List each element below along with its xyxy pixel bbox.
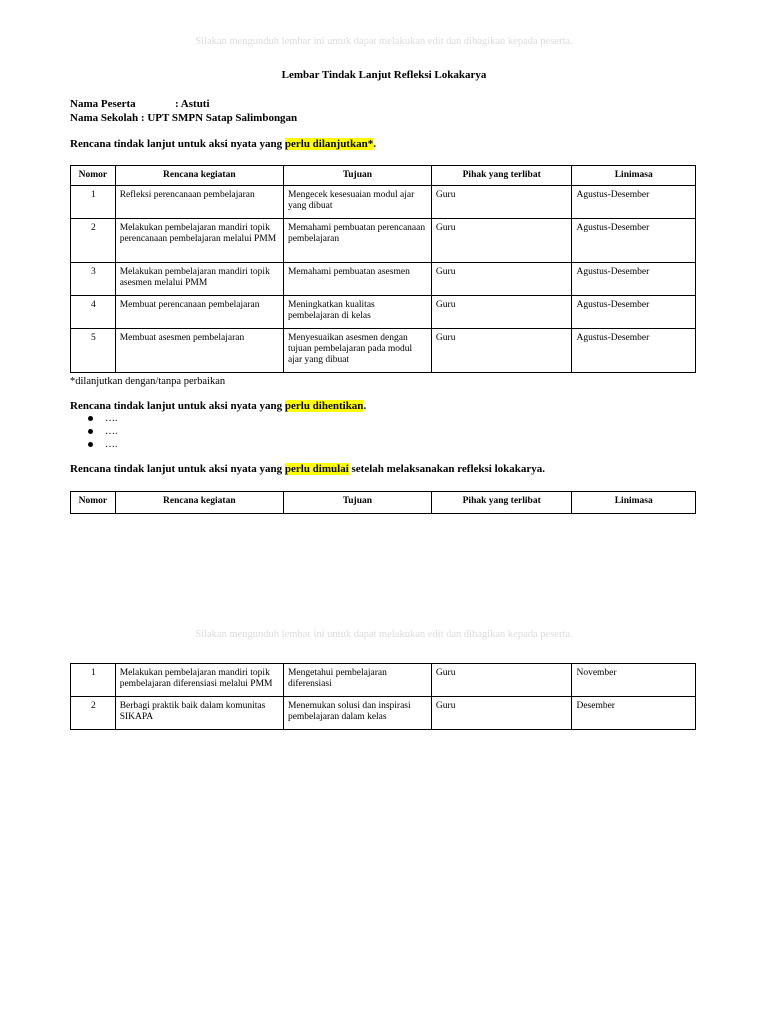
cell-nomor: 4 — [71, 296, 116, 329]
table-row — [71, 697, 696, 730]
footnote: *dilanjutkan dengan/tanpa perbaikan — [70, 376, 226, 387]
cell-tujuan: Mengecek kesesuaian modul ajar yang dibuat — [283, 186, 431, 219]
cell-linimasa: November — [572, 664, 696, 697]
table-row — [71, 296, 696, 329]
cell-tujuan: Memahami pembuatan asesmen — [283, 263, 431, 296]
table-row — [71, 664, 696, 697]
header-tujuan: Tujuan — [283, 166, 431, 186]
cell-kegiatan: Melakukan pembelajaran mandiri topik perencanaan pembelajaran melalui PMM — [115, 219, 283, 263]
cell-pihak: Guru — [431, 296, 572, 329]
header-linimasa: Linimasa — [572, 166, 696, 186]
participant-name-value: : Astuti — [175, 98, 210, 110]
cell-kegiatan: Berbagi praktik baik dalam komunitas SIKAPA — [115, 697, 283, 730]
cell-pihak: Guru — [431, 329, 572, 373]
cell-tujuan: Mengetahui pembelajaran diferensiasi — [283, 664, 431, 697]
heading-suffix: . — [363, 400, 367, 412]
section-continue-heading — [70, 138, 376, 150]
section-stop-heading — [70, 400, 366, 412]
participant-name-line — [70, 97, 210, 111]
start-plan-table-body — [70, 663, 696, 730]
cell-nomor: 1 — [71, 186, 116, 219]
school-name-label: Nama Sekolah — [70, 112, 139, 124]
school-name-value: : UPT SMPN Satap Salimbongan — [140, 112, 298, 124]
table-row — [71, 263, 696, 296]
cell-kegiatan: Melakukan pembelajaran mandiri topik pembelajaran diferensiasi melalui PMM — [115, 664, 283, 697]
cell-linimasa: Agustus-Desember — [572, 263, 696, 296]
cell-pihak: Guru — [431, 697, 572, 730]
cell-nomor: 3 — [71, 263, 116, 296]
heading-text: Rencana tindak lanjut untuk aksi nyata yang — [70, 138, 285, 150]
header-nomor: Nomor — [71, 166, 116, 186]
highlight-stop: perlu dihentikan — [284, 400, 364, 412]
watermark-top: Silakan mengunduh lembar ini untuk dapat melakukan edit dan dibagikan kepada peserta. — [195, 36, 573, 47]
header-linimasa: Linimasa — [572, 492, 696, 514]
highlight-start: perlu dimulai — [284, 463, 349, 475]
cell-pihak: Guru — [431, 219, 572, 263]
heading-suffix: . — [373, 138, 376, 150]
list-item: …. — [105, 426, 118, 437]
section-start-heading — [70, 463, 545, 475]
highlight-continue: perlu dilanjutkan* — [284, 138, 374, 150]
cell-kegiatan: Membuat perencanaan pembelajaran — [115, 296, 283, 329]
cell-nomor: 2 — [71, 697, 116, 730]
list-item: …. — [105, 413, 118, 424]
heading-text: Rencana tindak lanjut untuk aksi nyata yang — [70, 463, 285, 475]
watermark-middle: Silakan mengunduh lembar ini untuk dapat melakukan edit dan dibagikan kepada peserta. — [195, 629, 573, 640]
cell-nomor: 5 — [71, 329, 116, 373]
table-header-row — [71, 492, 696, 514]
cell-nomor: 1 — [71, 664, 116, 697]
table-row — [71, 186, 696, 219]
header-tujuan: Tujuan — [283, 492, 431, 514]
header-rencana-kegiatan: Rencana kegiatan — [115, 492, 283, 514]
table-row — [71, 329, 696, 373]
list-item: …. — [105, 439, 118, 450]
table-row — [71, 219, 696, 263]
cell-kegiatan: Membuat asesmen pembelajaran — [115, 329, 283, 373]
continue-plan-table — [70, 165, 696, 373]
cell-linimasa: Agustus-Desember — [572, 329, 696, 373]
school-name-line — [70, 111, 297, 125]
cell-kegiatan: Refleksi perencanaan pembelajaran — [115, 186, 283, 219]
cell-tujuan: Memahami pembuatan perencanaan pembelajaran — [283, 219, 431, 263]
header-rencana-kegiatan: Rencana kegiatan — [115, 166, 283, 186]
heading-text: Rencana tindak lanjut untuk aksi nyata yang — [70, 400, 285, 412]
header-nomor: Nomor — [71, 492, 116, 514]
start-plan-table-header — [70, 491, 696, 514]
cell-kegiatan: Melakukan pembelajaran mandiri topik asesmen melalui PMM — [115, 263, 283, 296]
cell-pihak: Guru — [431, 186, 572, 219]
table-header-row — [71, 166, 696, 186]
cell-pihak: Guru — [431, 263, 572, 296]
cell-tujuan: Menemukan solusi dan inspirasi pembelajaran dalam kelas — [283, 697, 431, 730]
header-pihak: Pihak yang terlibat — [431, 166, 572, 186]
cell-nomor: 2 — [71, 219, 116, 263]
cell-linimasa: Agustus-Desember — [572, 296, 696, 329]
cell-linimasa: Desember — [572, 697, 696, 730]
cell-linimasa: Agustus-Desember — [572, 219, 696, 263]
cell-pihak: Guru — [431, 664, 572, 697]
document-title: Lembar Tindak Lanjut Refleksi Lokakarya — [281, 69, 487, 81]
cell-tujuan: Meningkatkan kualitas pembelajaran di kelas — [283, 296, 431, 329]
header-pihak: Pihak yang terlibat — [431, 492, 572, 514]
heading-suffix: setelah melaksanakan refleksi lokakarya. — [348, 463, 546, 475]
stop-bullet-list — [70, 412, 118, 451]
cell-tujuan: Menyesuaikan asesmen dengan tujuan pembelajaran pada modul ajar yang dibuat — [283, 329, 431, 373]
cell-linimasa: Agustus-Desember — [572, 186, 696, 219]
participant-name-label: Nama Peserta — [70, 98, 136, 110]
